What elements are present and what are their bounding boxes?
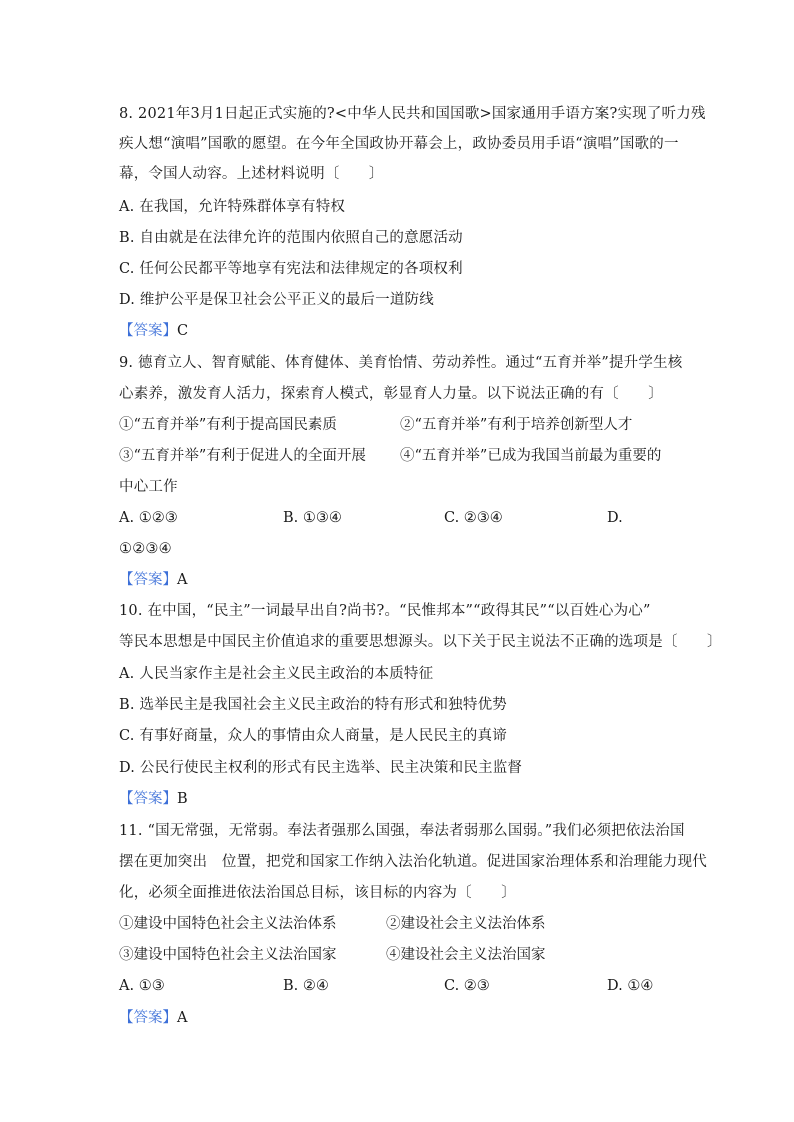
q11-option-d: D. ①④ <box>607 978 654 994</box>
q11-statement-3: ③建设中国特色社会主义法治国家 <box>119 947 337 963</box>
q9-statement-4: ④“五育并举”已成为我国当前最为重要的 <box>400 448 662 464</box>
q10-stem-line-1: 10. 在中国，“民主”一词最早出自?尚书?。“民惟邦本”“政得其民”“以百姓心为心” <box>119 603 651 619</box>
q8-option-c: C. 任何公民都平等地享有宪法和法律规定的各项权利 <box>119 261 463 277</box>
q9-statement-2: ②“五育并举”有利于培养创新型人才 <box>400 417 633 433</box>
q11-stem-line-1: 11. “国无常强，无常弱。奉法者强那么国强，奉法者弱那么国弱。”我们必须把依法治国 <box>119 823 685 839</box>
q11-statement-4: ④建设社会主义法治国家 <box>386 947 546 963</box>
q9-statement-1: ①“五育并举”有利于提高国民素质 <box>119 417 337 433</box>
q11-statement-2: ②建设社会主义法治体系 <box>386 916 546 932</box>
q11-answer-value: A <box>177 1010 188 1026</box>
q9-option-c: C. ②③④ <box>444 510 503 526</box>
q9-stem-line-2: 心素养，激发育人活力，探索育人模式，彰显育人力量。以下说法正确的有〔 〕 <box>119 386 663 402</box>
q9-stem-line-1: 9. 德育立人、智育赋能、体育健体、美育怡情、劳动养性。通过“五育并举”提升学生核 <box>119 355 683 371</box>
q11-stem-line-2: 摆在更加突出 位置，把党和国家工作纳入法治化轨道。促进国家治理体系和治理能力现代 <box>119 854 707 870</box>
q9-statement-3: ③“五育并举”有利于促进人的全面开展 <box>119 448 366 464</box>
q10-answer <box>119 789 188 809</box>
answer-label: 【答案】 <box>119 572 177 588</box>
q11-stem-line-3: 化，必须全面推进依法治国总目标，该目标的内容为〔 〕 <box>119 885 516 901</box>
q9-option-a: A. ①②③ <box>119 510 178 526</box>
q8-stem-line-2: 疾人想“演唱”国歌的愿望。在今年全国政协开幕会上，政协委员用手语“演唱”国歌的一 <box>119 136 679 152</box>
q9-answer <box>119 570 187 590</box>
q8-stem-line-3: 幕，令国人动容。上述材料说明〔 〕 <box>119 166 384 182</box>
q11-statement-1: ①建设中国特色社会主义法治体系 <box>119 916 337 932</box>
q8-option-d: D. 维护公平是保卫社会公平正义的最后一道防线 <box>119 292 434 308</box>
q9-option-b: B. ①③④ <box>283 510 342 526</box>
q11-option-c: C. ②③ <box>444 978 490 994</box>
q10-stem-line-2: 等民本思想是中国民主价值追求的重要思想源头。以下关于民主说法不正确的选项是〔 〕 <box>119 634 722 650</box>
q10-answer-value: B <box>177 791 188 807</box>
q11-option-b: B. ②④ <box>283 978 329 994</box>
q11-option-a: A. ①③ <box>119 978 165 994</box>
q8-option-a: A. 在我国，允许特殊群体享有特权 <box>119 199 346 215</box>
q10-option-b: B. 选举民主是我国社会主义民主政治的特有形式和独特优势 <box>119 697 507 713</box>
answer-label: 【答案】 <box>119 1010 177 1026</box>
q9-option-d: D. <box>607 510 623 526</box>
q11-answer <box>119 1008 187 1028</box>
q8-stem-line-1: 8. 2021年3月1日起正式实施的?<中华人民共和国国歌>国家通用手语方案?实现了听力残 <box>119 106 706 122</box>
q9-answer-value: A <box>177 572 188 588</box>
q10-option-c: C. 有事好商量，众人的事情由众人商量，是人民民主的真谛 <box>119 728 507 744</box>
q8-answer-value: C <box>177 323 189 339</box>
q10-option-d: D. 公民行使民主权利的形式有民主选举、民主决策和民主监督 <box>119 760 523 776</box>
q9-option-d-continued: ①②③④ <box>119 541 172 557</box>
answer-label: 【答案】 <box>119 791 177 807</box>
q8-option-b: B. 自由就是在法律允许的范围内依照自己的意愿活动 <box>119 230 463 246</box>
answer-label: 【答案】 <box>119 323 177 339</box>
q9-statement-4-continued: 中心工作 <box>119 479 178 495</box>
q8-answer <box>119 321 188 341</box>
q10-option-a: A. 人民当家作主是社会主义民主政治的本质特征 <box>119 666 434 682</box>
